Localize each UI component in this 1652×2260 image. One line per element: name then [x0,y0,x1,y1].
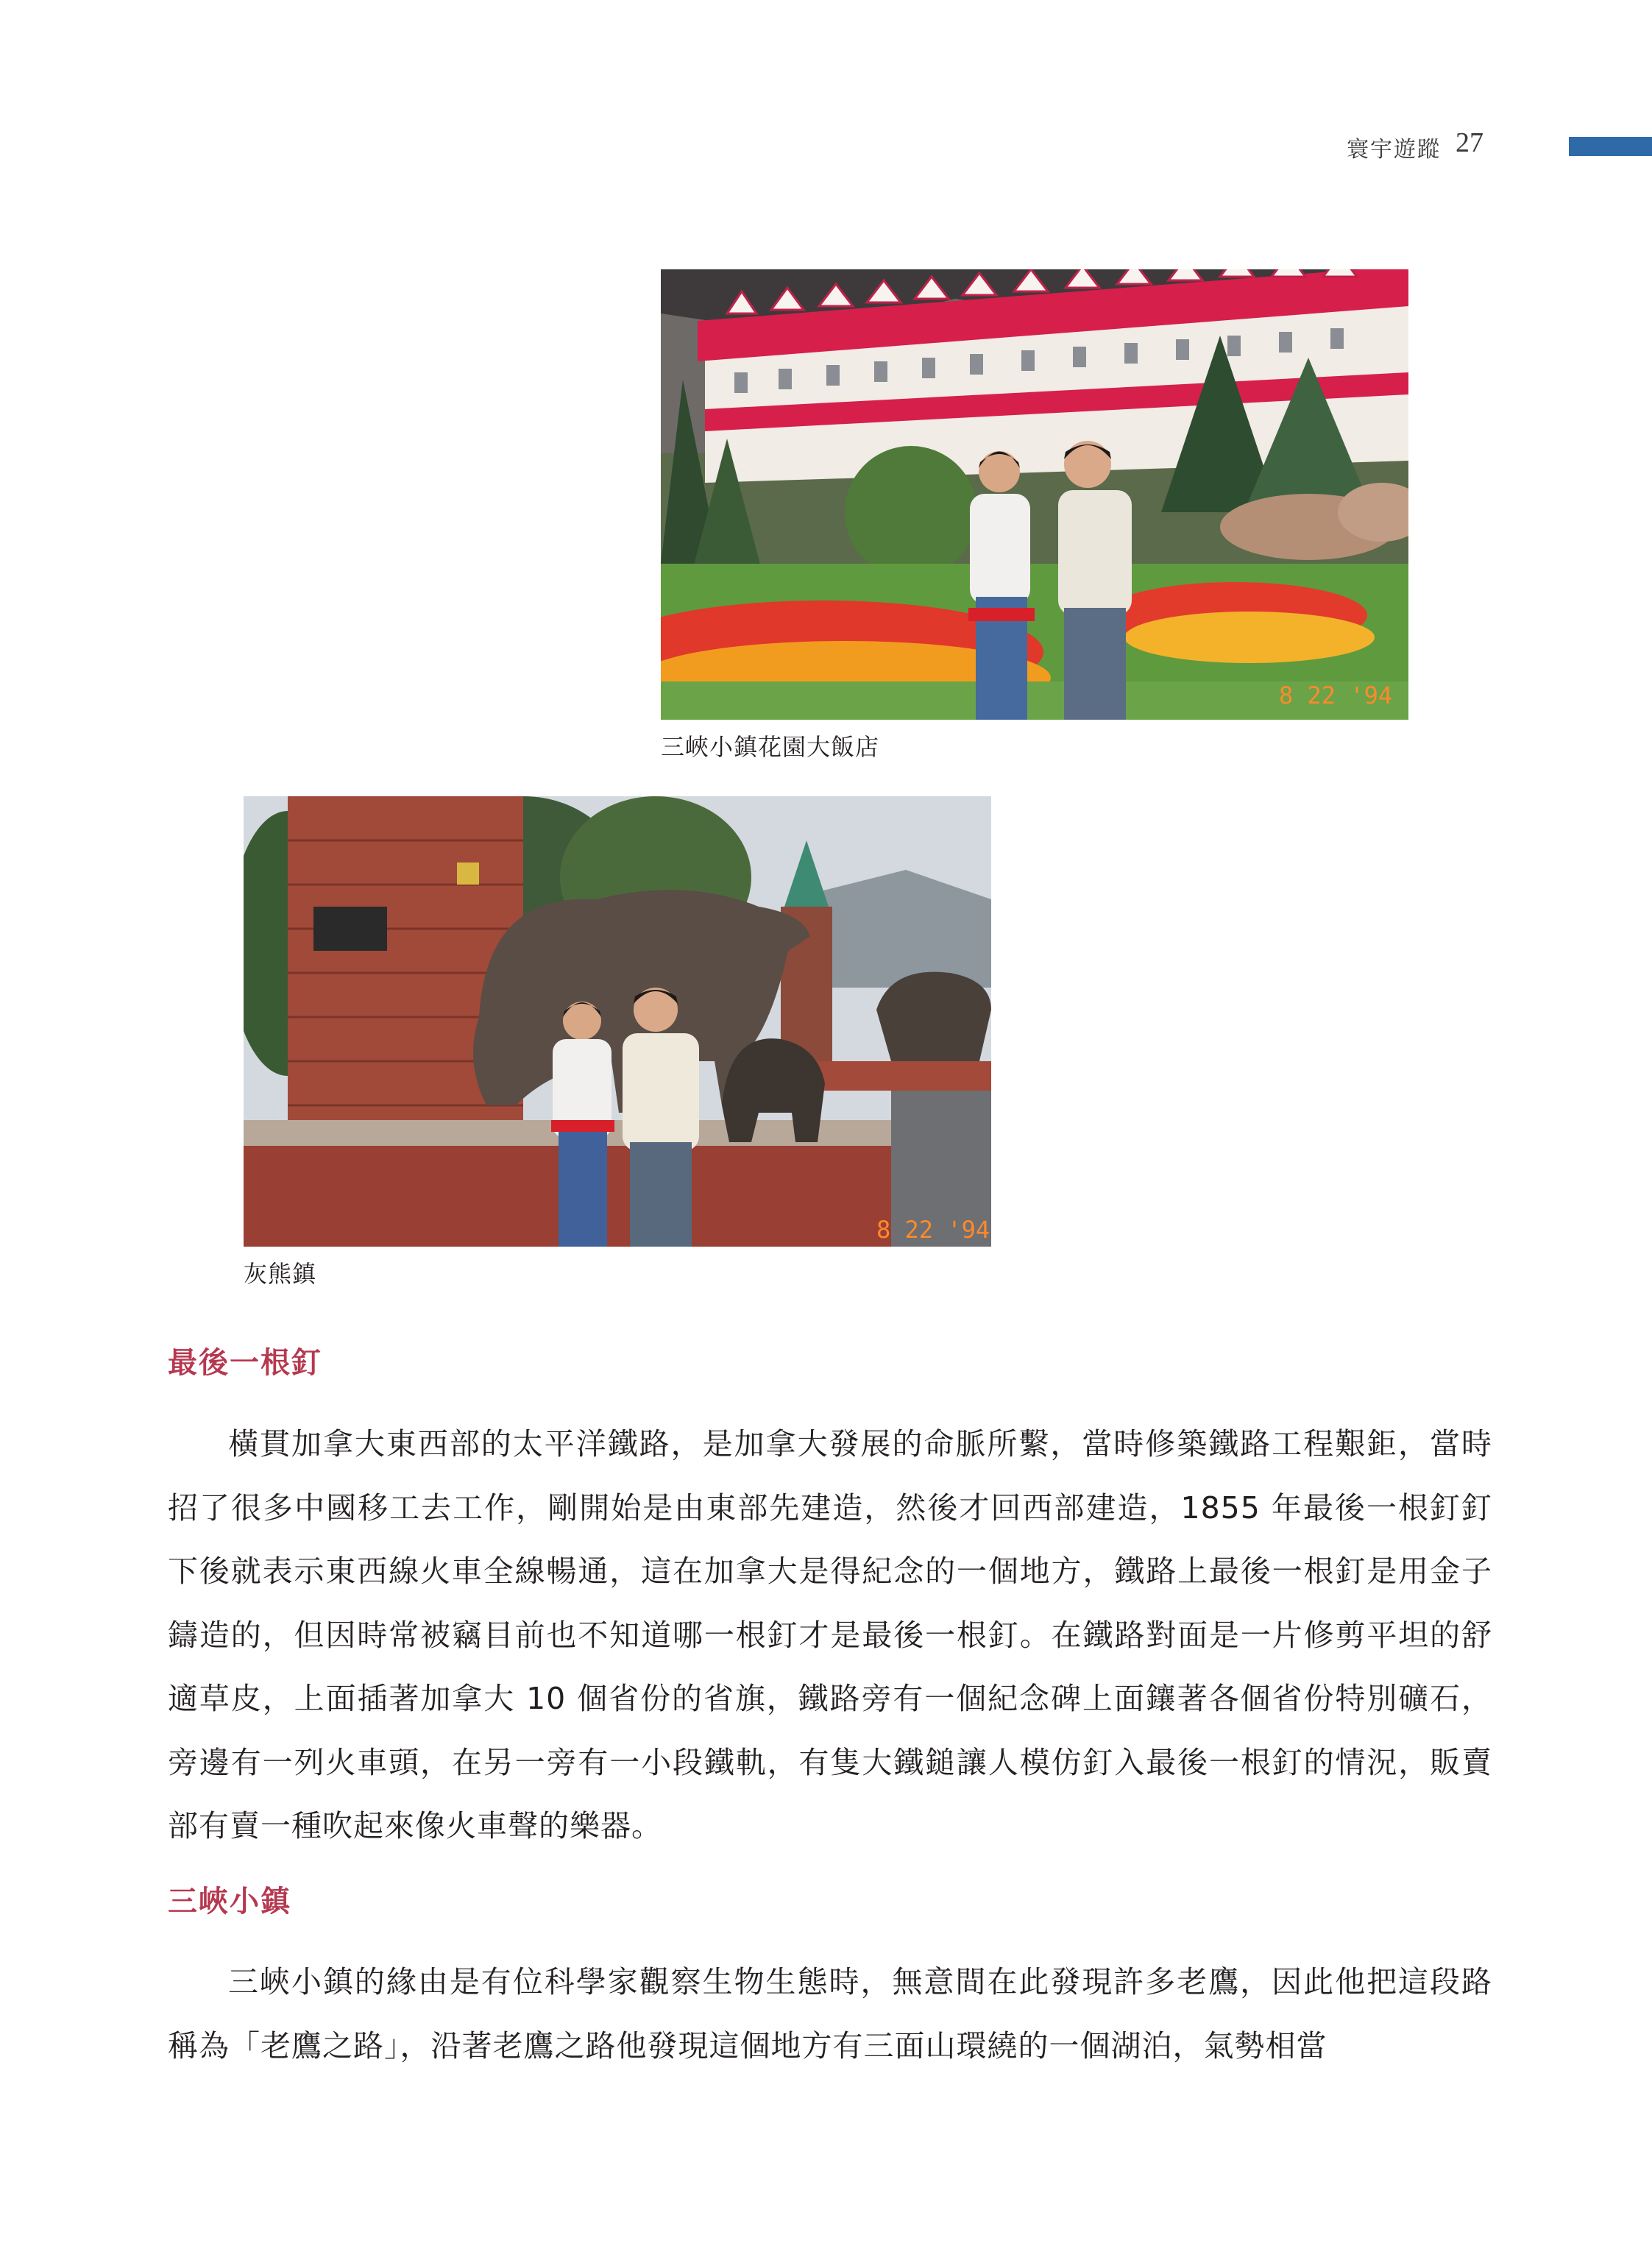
hotel-photo [661,269,1408,720]
section-heading-three-valley: 三峽小鎮 [168,1885,291,1919]
bear-photo-caption: 灰熊鎮 [244,1260,317,1288]
bear-photo [244,796,991,1247]
section-heading-last-spike: 最後一根釘 [168,1346,322,1380]
bear-photo-illustration [244,796,991,1247]
accent-bar [1569,137,1652,156]
hotel-photo-caption: 三峽小鎮花園大飯店 [661,733,880,761]
page-number: 27 [1456,127,1483,158]
section-paragraph-last-spike: 橫貫加拿大東西部的太平洋鐵路，是加拿大發展的命脈所繫，當時修築鐵路工程艱鉅，當時招了很多中國移工去工作，剛開始是由東部先建造，然後才回西部建造，1855 年最後一根釘釘下後就表示東西線火車全線暢通，這在加拿大是得紀念的一個地方，鐵路上最後一根釘是用金子鑄造的，但因時常被竊目前也不知道哪一根釘才是最後一根釘。在鐵路對面是一片修剪平坦的舒適草皮，上面插著加拿大 10 個省份的省旗，鐵路旁有一個紀念碑上面鑲著各個省份特別礦石，旁邊有一列火車頭，在另一旁有一小段鐵軌，有隻大鐵鎚讓人模仿釘入最後一根釘的情況，販賣部有賣一種吹起來像火車聲的樂器。 [168,1426,1492,1843]
section-title: 寰宇遊蹤 [1347,137,1441,163]
hotel-photo-illustration [661,269,1408,720]
date-stamp: 8 22 '94 [876,1216,990,1244]
section-paragraph-three-valley: 三峽小鎮的緣由是有位科學家觀察生物生態時，無意間在此發現許多老鷹，因此他把這段路稱為「老鷹之路」，沿著老鷹之路他發現這個地方有三面山環繞的一個湖泊，氣勢相當 [168,1964,1492,2064]
date-stamp: 8 22 '94 [1279,681,1393,709]
